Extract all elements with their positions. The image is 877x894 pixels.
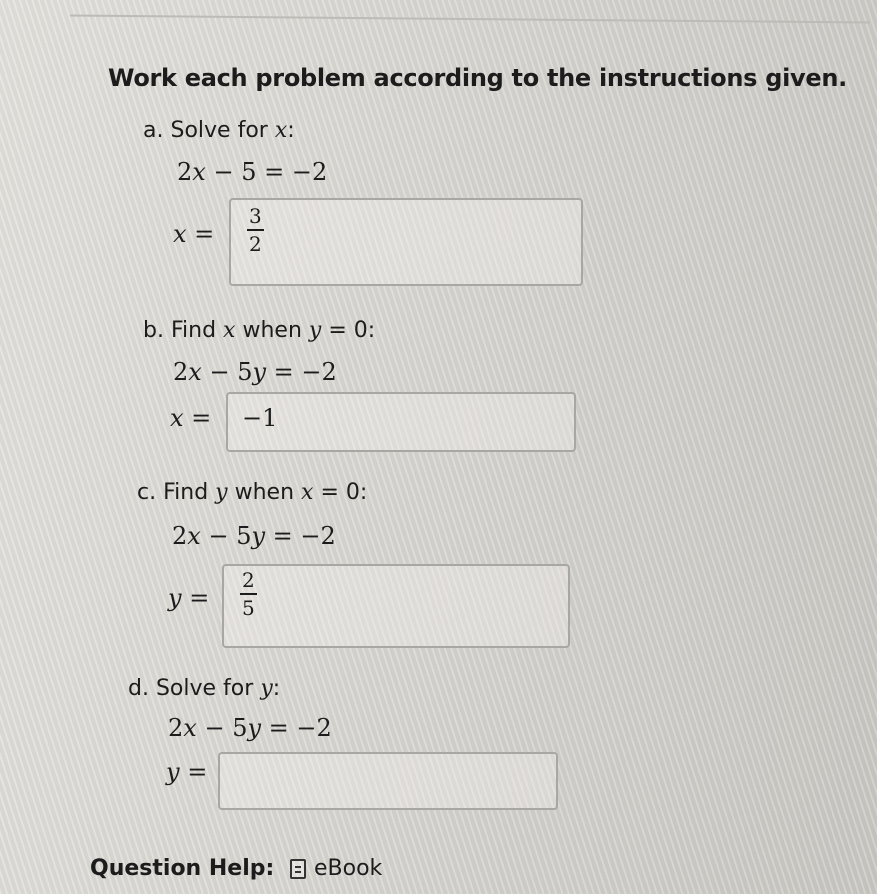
problem-c-answer-input[interactable] bbox=[222, 564, 570, 648]
prompt-colon: : bbox=[272, 676, 281, 701]
problem-a-answer-input[interactable] bbox=[229, 198, 583, 286]
condition-variable: y bbox=[308, 318, 322, 343]
prompt-when: when bbox=[234, 480, 295, 505]
prompt-text: Solve for bbox=[155, 676, 254, 701]
ebook-link[interactable] bbox=[290, 856, 382, 881]
fraction-numerator: 2 bbox=[242, 568, 255, 592]
problem-d-answer-label: y = bbox=[166, 758, 208, 786]
problem-a-label bbox=[143, 118, 295, 143]
prompt-text: Find bbox=[163, 480, 209, 505]
answer-fraction bbox=[247, 206, 264, 254]
prompt-text: Find bbox=[170, 318, 217, 343]
prompt-when: when bbox=[242, 318, 302, 343]
answer-value: −1 bbox=[242, 404, 278, 432]
prompt-variable: x bbox=[223, 318, 236, 343]
prompt-variable: x bbox=[274, 118, 288, 143]
ebook-icon bbox=[290, 859, 306, 879]
problem-letter: c. bbox=[137, 480, 157, 505]
fraction-denominator: 5 bbox=[242, 596, 255, 620]
problem-letter: b. bbox=[143, 318, 164, 343]
problem-c-answer-label: y = bbox=[168, 584, 210, 612]
condition-value: = 0: bbox=[313, 480, 368, 505]
ebook-label: eBook bbox=[314, 856, 383, 881]
problem-b-answer-input[interactable] bbox=[226, 392, 576, 452]
problem-c-label bbox=[137, 480, 367, 505]
prompt-variable: y bbox=[215, 480, 228, 505]
problem-b-equation: 2x − 5y = −2 bbox=[173, 358, 337, 386]
condition-variable: x bbox=[301, 480, 314, 505]
condition-value: = 0: bbox=[321, 318, 376, 343]
problem-a-equation: 2x − 5 = −2 bbox=[177, 158, 328, 186]
prompt-text: Solve for bbox=[170, 118, 268, 143]
fraction-numerator: 3 bbox=[249, 204, 262, 228]
prompt-colon: : bbox=[287, 118, 295, 143]
problem-letter: d. bbox=[128, 676, 149, 701]
problem-b-label bbox=[143, 318, 375, 343]
question-help-label: Question Help: bbox=[90, 856, 275, 881]
prompt-variable: y bbox=[260, 676, 273, 701]
problem-d-equation: 2x − 5y = −2 bbox=[168, 714, 332, 742]
fraction-denominator: 2 bbox=[249, 232, 262, 256]
problem-b-answer-label: x = bbox=[170, 404, 212, 432]
answer-fraction bbox=[240, 570, 257, 618]
problem-a-answer-label: x = bbox=[173, 220, 215, 248]
problem-d-label bbox=[128, 676, 280, 701]
instructions-text: Work each problem according to the instructions given. bbox=[108, 64, 847, 92]
problem-letter: a. bbox=[143, 118, 164, 143]
problem-d-answer-input[interactable] bbox=[218, 752, 558, 810]
problem-c-equation: 2x − 5y = −2 bbox=[172, 522, 336, 550]
top-divider bbox=[70, 15, 870, 24]
